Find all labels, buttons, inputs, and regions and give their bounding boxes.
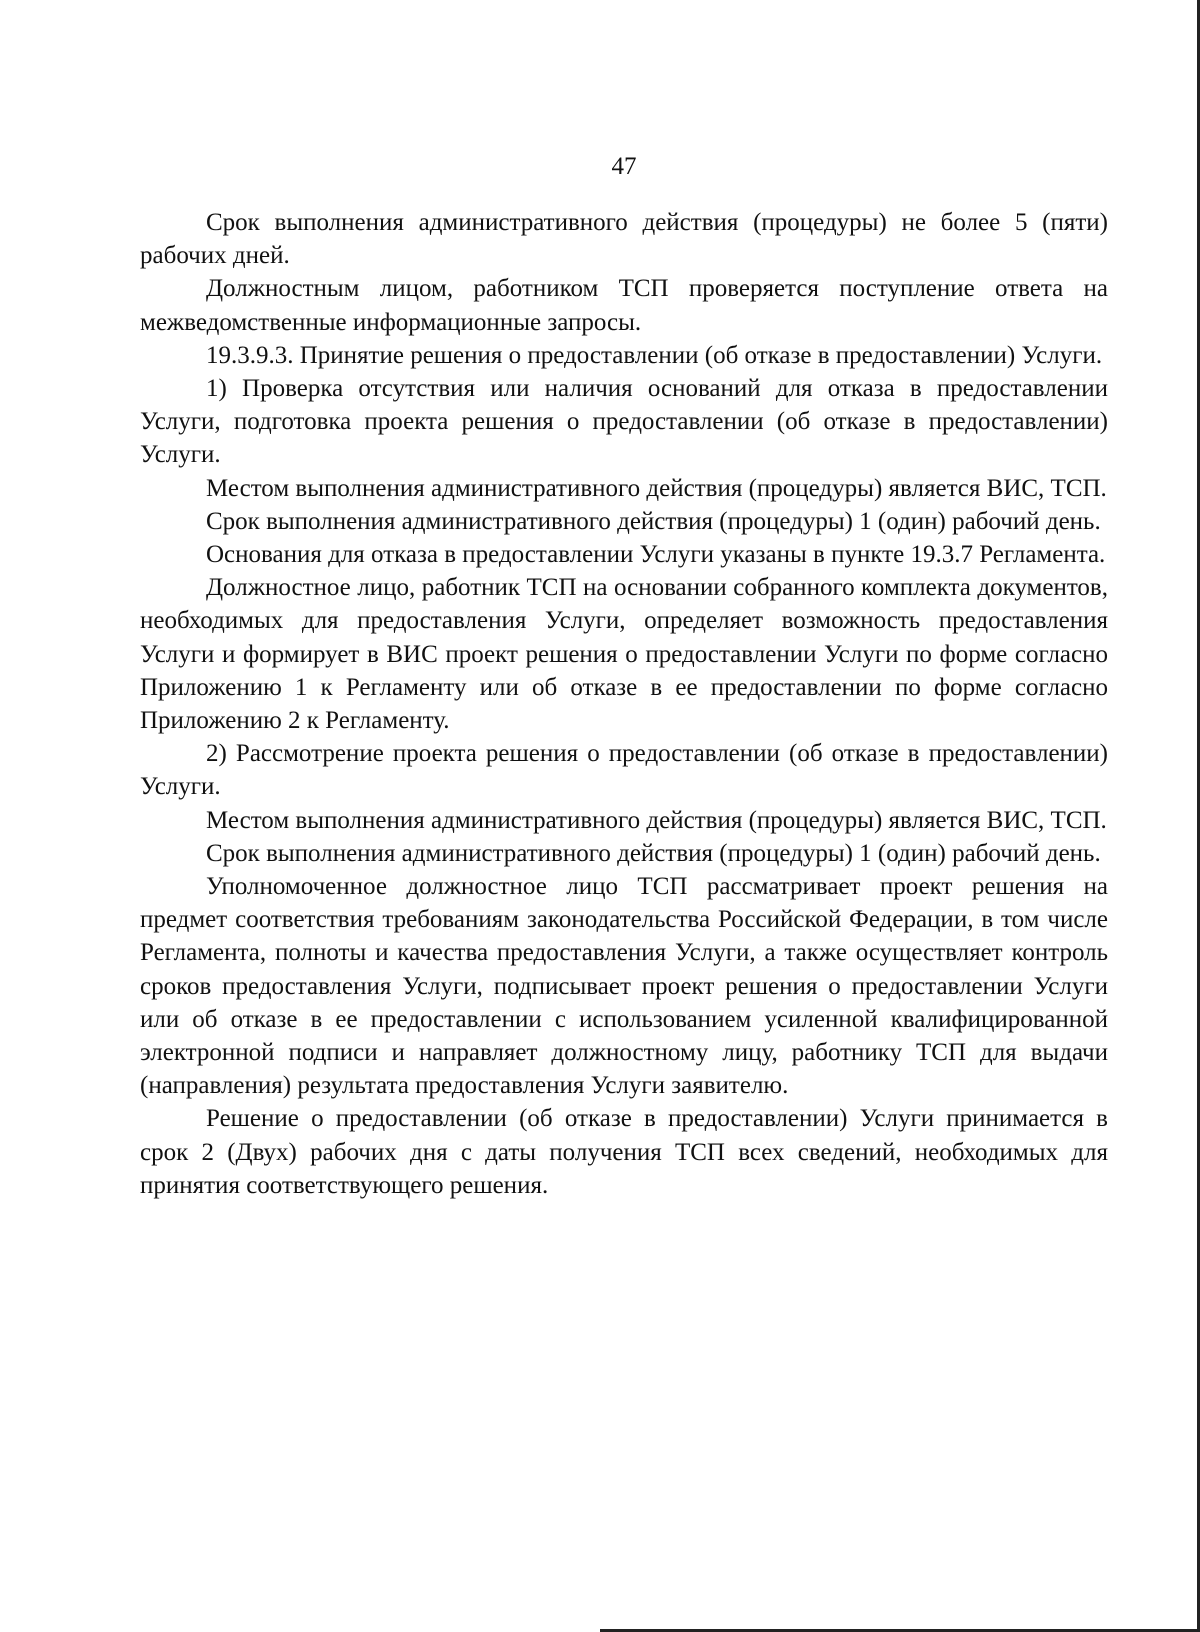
paragraph-step-2: 2) Рассмотрение проекта решения о предоставлении (об отказе в предоставлении) Услуги.	[140, 740, 1108, 801]
paragraph-place-2: Местом выполнения административного действия (процедуры) является ВИС, ТСП.	[206, 806, 1107, 834]
paragraph-step-1: 1) Проверка отсутствия или наличия оснований для отказа в предоставлении Услуги, подготовка проекта решения о предоставлении (об отказе в предоставлении) Услуги.	[140, 375, 1108, 469]
paragraph-check-responses: Должностным лицом, работником ТСП проверяется поступление ответа на межведомственные информационные запросы.	[140, 275, 1108, 336]
paragraph-term-1-day-a: Срок выполнения административного действия (процедуры) 1 (один) рабочий день.	[206, 507, 1101, 535]
paragraph-term-1-day-b: Срок выполнения административного действия (процедуры) 1 (один) рабочий день.	[206, 839, 1101, 867]
paragraph-place-1: Местом выполнения административного действия (процедуры) является ВИС, ТСП.	[206, 474, 1107, 502]
section-heading-19-3-9-3: 19.3.9.3. Принятие решения о предоставлении (об отказе в предоставлении) Услуги.	[206, 341, 1103, 369]
page-number: 47	[611, 153, 637, 180]
document-body	[140, 206, 1108, 1202]
paragraph-draft-decision: Должностное лицо, работник ТСП на основании собранного комплекта документов, необходимых для предоставления Услуги, определяет возможность предоставления Услуги и формирует в ВИС проект решения о предоставлении Услуги по форме согласно Приложению 1 к Регламенту или об отказе в ее предоставлении по форме согласно Приложению 2 к Регламенту.	[140, 574, 1108, 735]
paragraph-refusal-grounds: Основания для отказа в предоставлении Услуги указаны в пункте 19.3.7 Регламента.	[206, 541, 1106, 569]
paragraph-term-5-days: Срок выполнения административного действия (процедуры) не более 5 (пяти) рабочих дней.	[140, 209, 1108, 270]
paragraph-authorized-review: Уполномоченное должностное лицо ТСП рассматривает проект решения на предмет соответствия требованиям законодательства Российской Федерации, в том числе Регламента, полноты и качества предоставления Услуги, а также осуществляет контроль сроков предоставления Услуги, подписывает проект решения о предоставлении Услуги или об отказе в ее предоставлении с использованием усиленной квалифицированной электронной подписи и направляет должностному лицу, работнику ТСП для выдачи (направления) результата предоставления Услуги заявителю.	[140, 873, 1108, 1100]
paragraph-decision-term: Решение о предоставлении (об отказе в предоставлении) Услуги принимается в срок 2 (Двух) рабочих дня с даты получения ТСП всех сведений, необходимых для принятия соответствующего решения.	[140, 1105, 1108, 1199]
